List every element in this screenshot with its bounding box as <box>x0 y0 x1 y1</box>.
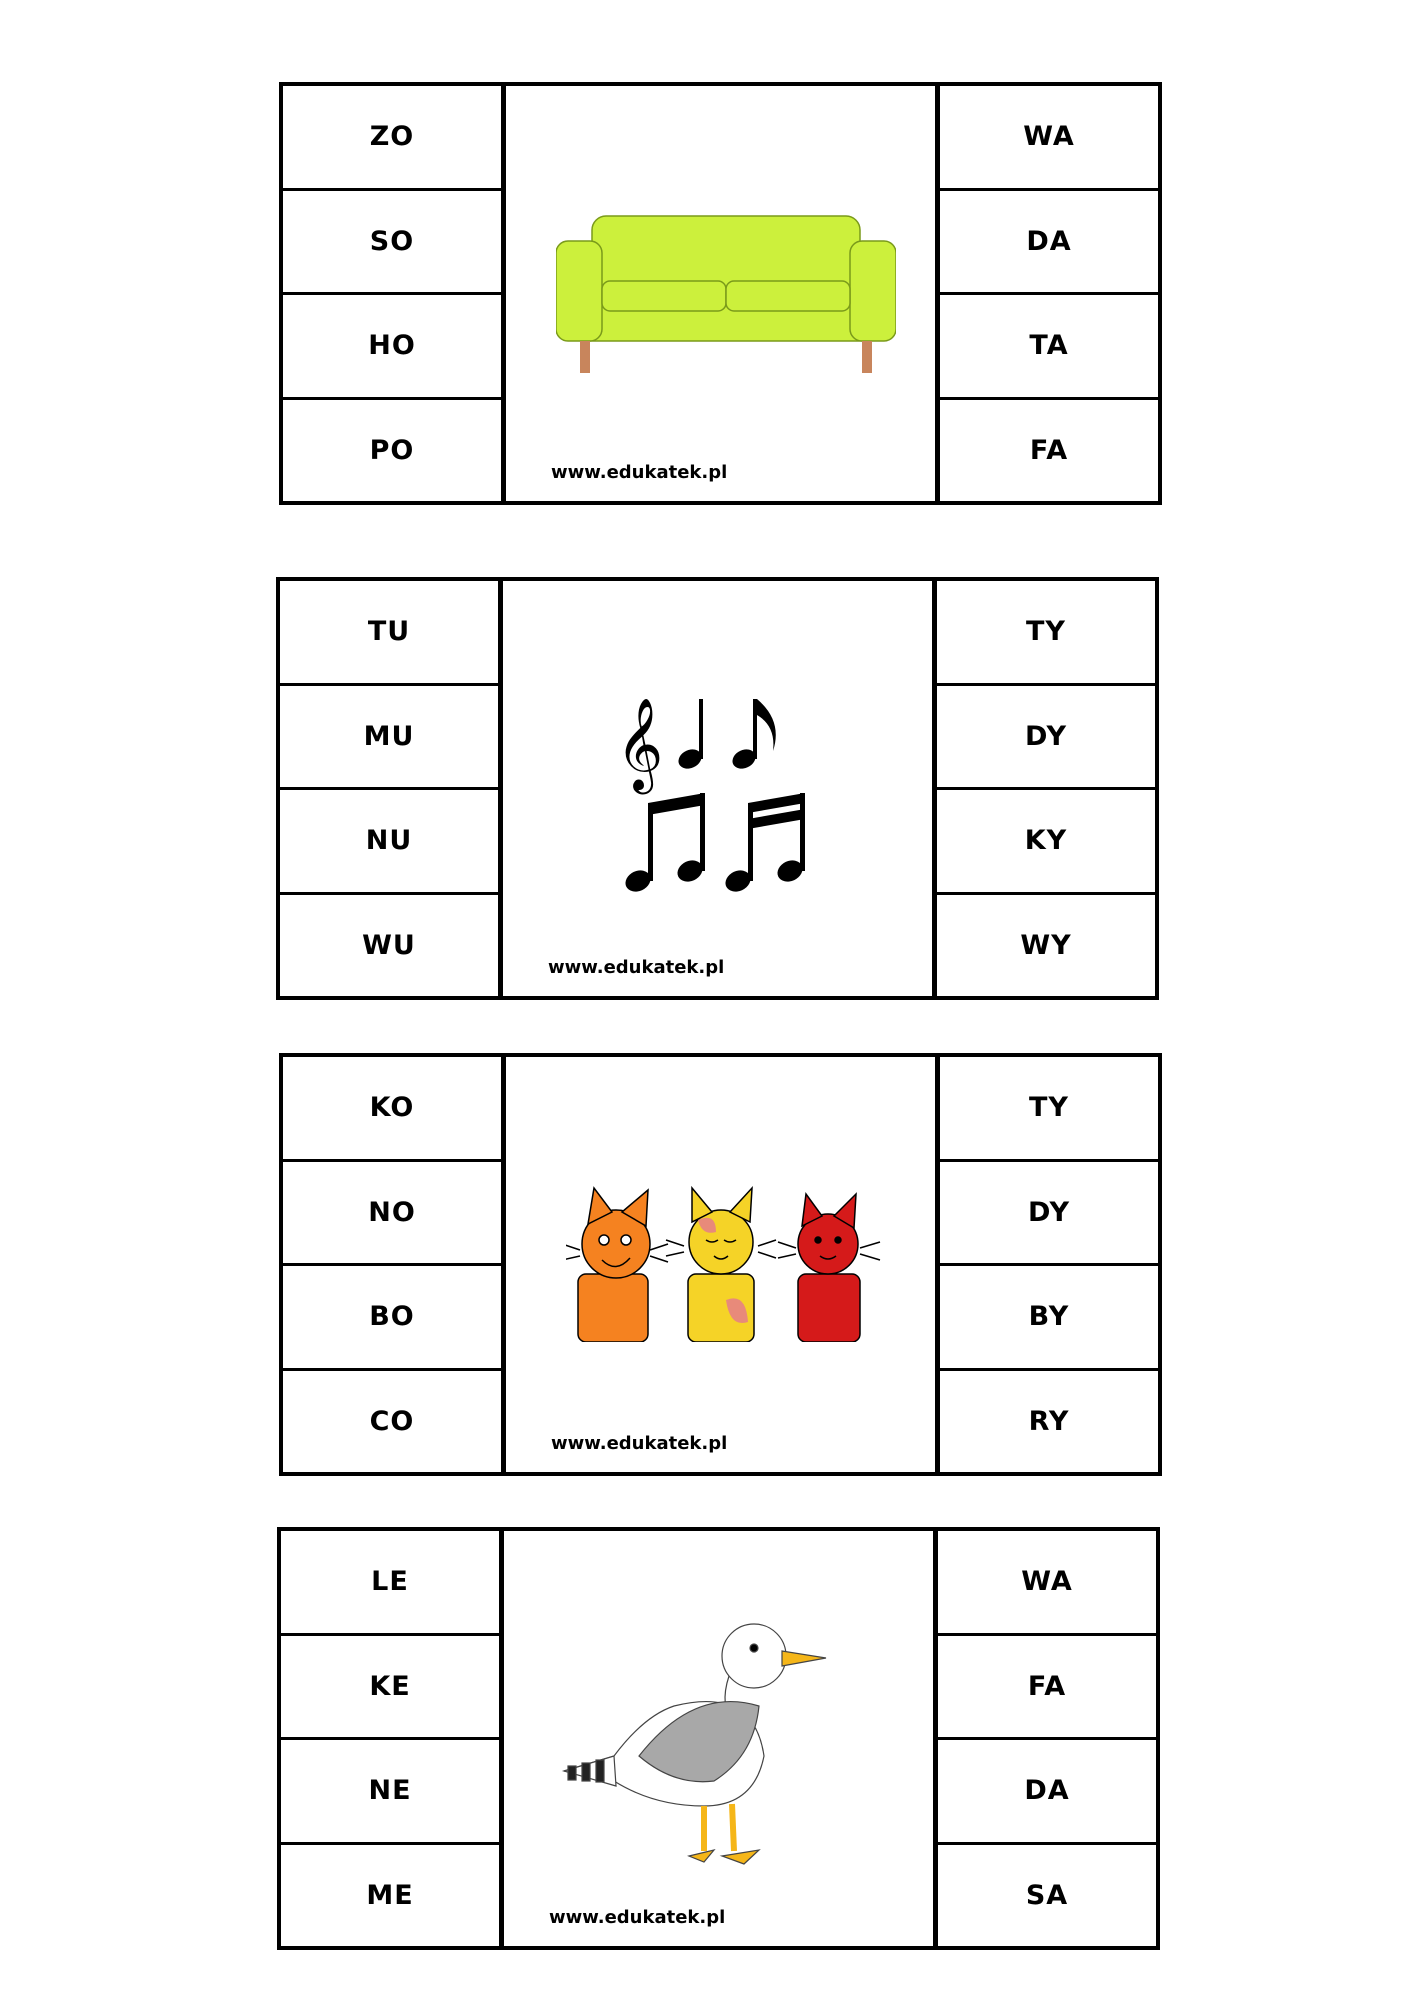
syllable-cell[interactable]: NE <box>281 1740 499 1845</box>
syllable-card-cats <box>279 1053 1162 1476</box>
syllable-cell[interactable]: SA <box>1025 1879 1069 1911</box>
picture-panel <box>506 86 935 501</box>
syllable-cell[interactable]: WY <box>1020 929 1072 961</box>
syllable-cell[interactable]: WA <box>940 86 1158 191</box>
website-label: www.edukatek.pl <box>551 1433 728 1454</box>
picture-panel <box>503 581 932 996</box>
syllable-column-left <box>281 1531 504 1946</box>
syllable-cell[interactable]: HO <box>283 295 501 400</box>
syllable-cell[interactable]: TY <box>937 581 1155 686</box>
syllable-cell[interactable]: SO <box>283 191 501 296</box>
syllable-cell[interactable]: WU <box>362 929 416 961</box>
syllable-cell[interactable]: FA <box>938 1636 1156 1741</box>
syllable-cell[interactable]: KO <box>283 1057 501 1162</box>
sofa-image <box>506 86 935 501</box>
syllable-cell[interactable]: CO <box>369 1405 415 1437</box>
syllable-cell[interactable]: KE <box>281 1636 499 1741</box>
syllable-cell[interactable]: TA <box>940 295 1158 400</box>
website-label: www.edukatek.pl <box>548 957 725 978</box>
syllable-column-right <box>935 1057 1158 1472</box>
syllable-cell[interactable]: WA <box>938 1531 1156 1636</box>
syllable-cell[interactable]: DY <box>937 686 1155 791</box>
syllable-cell[interactable]: TY <box>940 1057 1158 1162</box>
syllable-cell[interactable]: KY <box>937 790 1155 895</box>
syllable-column-left <box>280 581 503 996</box>
syllable-cell[interactable]: NO <box>283 1162 501 1267</box>
syllable-cell[interactable]: NU <box>280 790 498 895</box>
website-label: www.edukatek.pl <box>551 462 728 483</box>
syllable-column-left <box>283 1057 506 1472</box>
website-label: www.edukatek.pl <box>549 1907 726 1928</box>
syllable-column-right <box>933 1531 1156 1946</box>
syllable-column-right <box>932 581 1155 996</box>
syllable-cell[interactable]: ZO <box>283 86 501 191</box>
cats-image <box>506 1057 935 1472</box>
syllable-card-sofa <box>279 82 1162 505</box>
syllable-cell[interactable]: DA <box>938 1740 1156 1845</box>
music-notes-image <box>503 581 932 996</box>
picture-panel <box>506 1057 935 1472</box>
svg-text:𝄞: 𝄞 <box>616 697 664 790</box>
syllable-cell[interactable]: DY <box>940 1162 1158 1267</box>
syllable-cell[interactable]: DA <box>940 191 1158 296</box>
picture-panel <box>504 1531 933 1946</box>
syllable-cell[interactable]: RY <box>1028 1405 1070 1437</box>
syllable-cell[interactable]: PO <box>369 434 415 466</box>
syllable-card-seagull <box>277 1527 1160 1950</box>
syllable-cell[interactable]: ME <box>366 1879 414 1911</box>
syllable-column-right <box>935 86 1158 501</box>
syllable-cell[interactable]: TU <box>280 581 498 686</box>
syllable-card-music <box>276 577 1159 1000</box>
syllable-cell[interactable]: BY <box>940 1266 1158 1371</box>
syllable-cell[interactable]: BO <box>283 1266 501 1371</box>
syllable-cell[interactable]: MU <box>280 686 498 791</box>
syllable-cell[interactable]: FA <box>1029 434 1069 466</box>
seagull-image <box>504 1531 933 1946</box>
syllable-column-left <box>283 86 506 501</box>
syllable-cell[interactable]: LE <box>281 1531 499 1636</box>
